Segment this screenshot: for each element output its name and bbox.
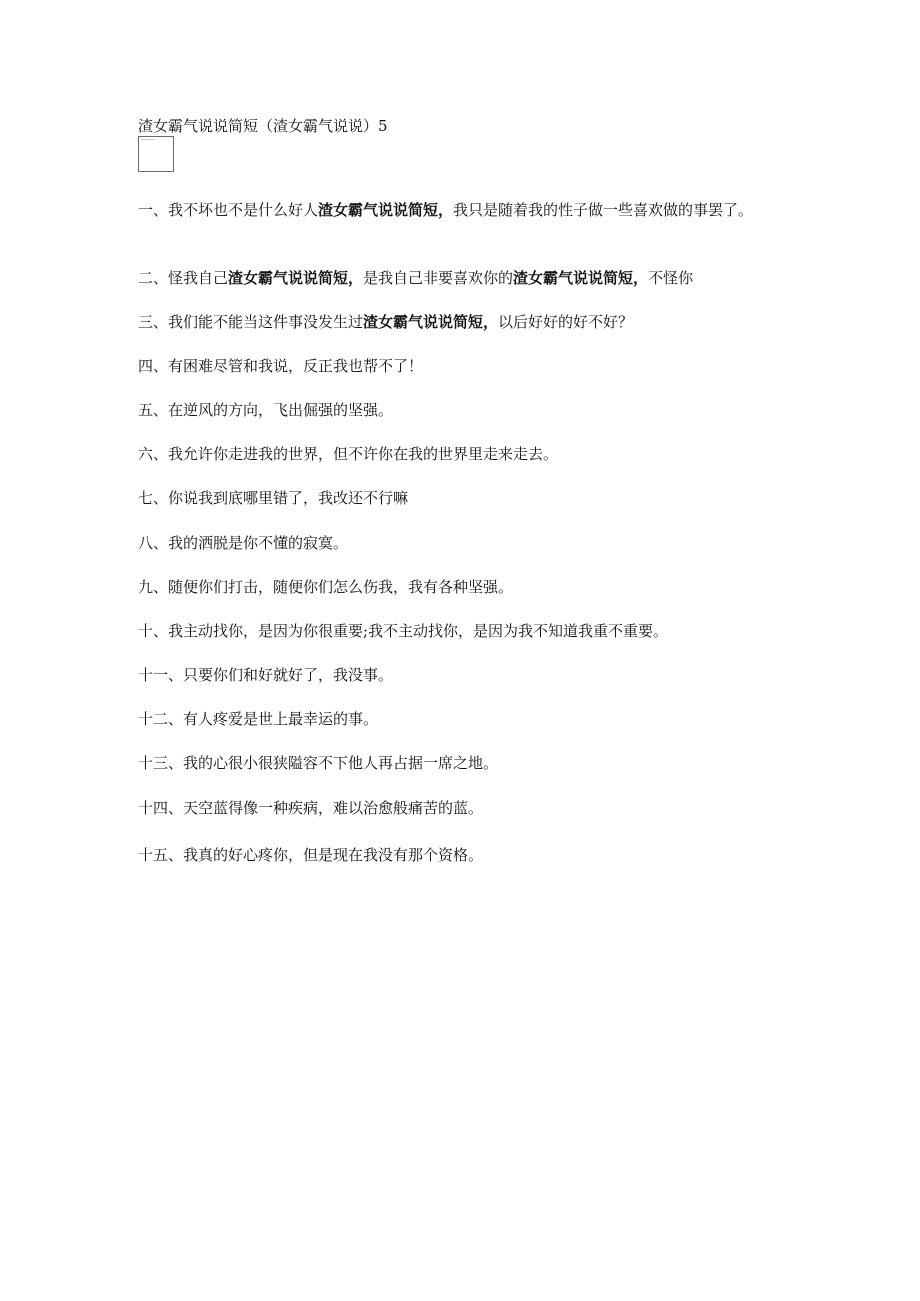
image-placeholder-icon	[138, 136, 174, 172]
list-item-10: 十、我主动找你，是因为你很重要;我不主动找你，是因为我不知道我重不重要。	[138, 622, 669, 640]
list-item-3	[138, 311, 778, 333]
item-text: 我只是随着我的性子做一些喜欢做的事罢了。	[453, 201, 754, 219]
item-keyword: 渣女霸气说说简短，	[513, 269, 649, 287]
list-item-2	[138, 267, 798, 289]
list-item-6: 六、我允许你走进我的世界，但不许你在我的世界里走来走去。	[138, 445, 559, 463]
list-item-8: 八、我的洒脱是你不懂的寂寞。	[138, 534, 349, 552]
list-item-15: 十五、我真的好心疼你，但是现在我没有那个资格。	[138, 846, 484, 864]
list-item-9: 九、随便你们打击，随便你们怎么伤我，我有各种坚强。	[138, 578, 514, 596]
list-item-4: 四、有困难尽管和我说，反正我也帮不了！	[138, 357, 424, 375]
list-item-14: 十四、天空蓝得像一种疾病，难以治愈般痛苦的蓝。	[138, 799, 484, 817]
item-text: 是我自己非要喜欢你的	[363, 269, 514, 287]
list-item-13: 十三、我的心很小很狭隘容不下他人再占据一席之地。	[138, 754, 499, 772]
list-item-1	[138, 199, 778, 221]
item-keyword: 渣女霸气说说简短，	[363, 313, 499, 331]
list-item-12: 十二、有人疼爱是世上最幸运的事。	[138, 710, 379, 728]
item-keyword: 渣女霸气说说简短，	[228, 269, 364, 287]
item-text: 一、我不坏也不是什么好人	[138, 201, 319, 219]
list-item-11: 十一、只要你们和好就好了，我没事。	[138, 666, 394, 684]
document-title: 渣女霸气说说简短（渣女霸气说说）5	[138, 117, 388, 135]
item-text: 三、我们能不能当这件事没发生过	[138, 313, 364, 331]
list-item-5: 五、在逆风的方向，飞出倔强的坚强。	[138, 401, 394, 419]
item-text: 不怪你	[648, 269, 694, 287]
item-text: 二、怪我自己	[138, 269, 229, 287]
item-keyword: 渣女霸气说说简短，	[318, 201, 454, 219]
item-text: 以后好好的好不好？	[498, 313, 634, 331]
list-item-7: 七、你说我到底哪里错了，我改还不行嘛	[138, 489, 409, 507]
